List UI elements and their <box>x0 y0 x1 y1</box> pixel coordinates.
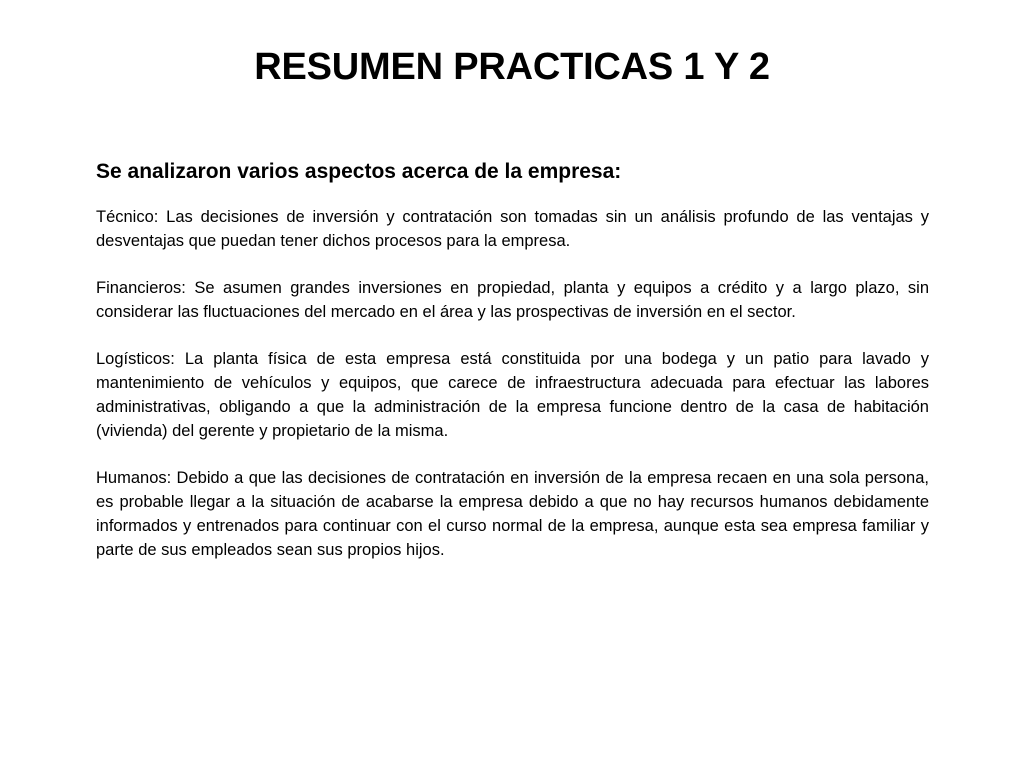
slide-subtitle: Se analizaron varios aspectos acerca de la empresa: <box>96 160 622 183</box>
paragraph-tecnico: Técnico: Las decisiones de inversión y contratación son tomadas sin un análisis profundo de las ventajas y desventajas que puedan tener dichos procesos para la empresa. <box>96 208 929 250</box>
paragraph-financieros: Financieros: Se asumen grandes inversiones en propiedad, planta y equipos a crédito y a largo plazo, sin considerar las fluctuaciones del mercado en el área y las prospectivas de inversión en el sector. <box>96 279 929 321</box>
slide-content <box>96 158 929 585</box>
paragraph-logisticos: Logísticos: La planta física de esta empresa está constituida por una bodega y un patio para lavado y mantenimiento de vehículos y equipos, que carece de infraestructura adecuada para efectuar las labores administrativas, obligando a que la administración de la empresa funcione dentro de la casa de habitación (vivienda) del gerente y propietario de la misma. <box>96 350 929 440</box>
slide-title: RESUMEN PRACTICAS 1 Y 2 <box>254 46 770 88</box>
paragraph-humanos: Humanos: Debido a que las decisiones de contratación en inversión de la empresa recaen en una sola persona, es probable llegar a la situación de acabarse la empresa debido a que no hay recursos humanos debidamente informados y entrenados para continuar con el curso normal de la empresa, aunque esta sea empresa familiar y parte de sus empleados sean sus propios hijos. <box>96 469 929 559</box>
